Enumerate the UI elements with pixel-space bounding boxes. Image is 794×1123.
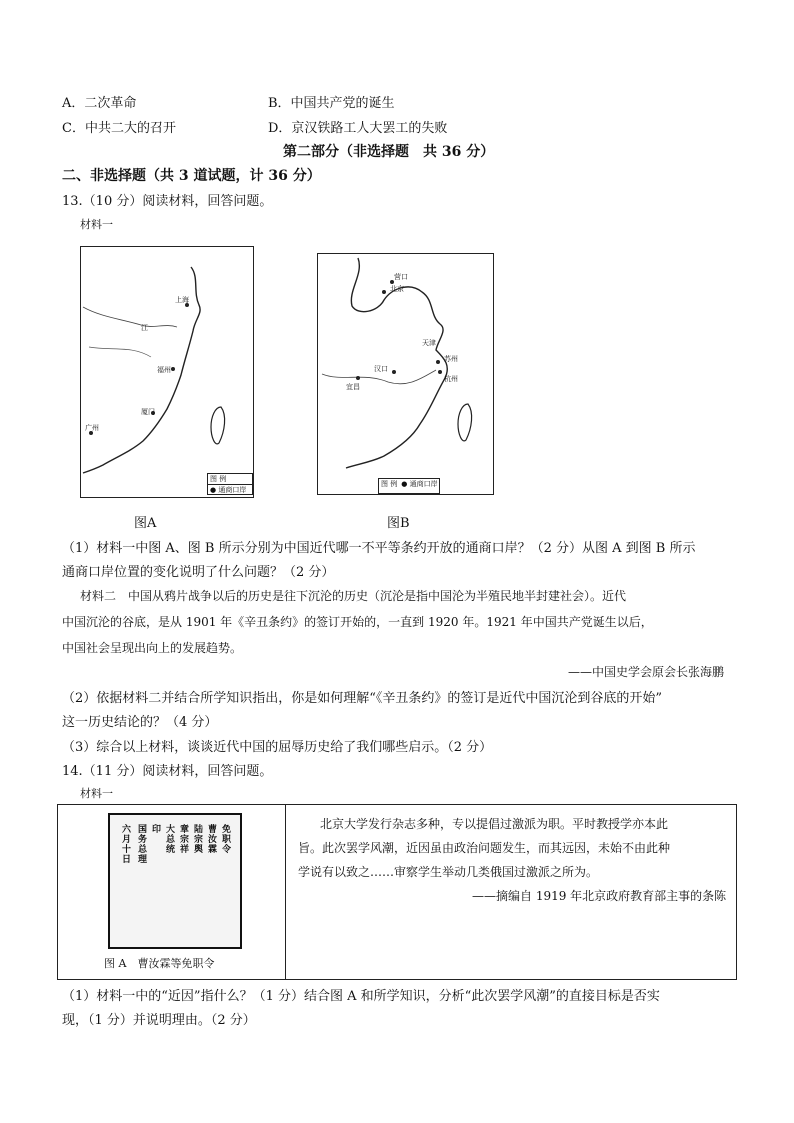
q13-material2-line2: 中国沉沦的谷底，是从 1901 年《辛丑条约》的签订开始的，一直到 1920 年。1921 年中国共产党诞生以后， [62,615,653,629]
q14-sub1-line2: 现，（1 分）并说明理由。（2 分） [62,1013,256,1028]
q14-sub1-line1: （1）材料一中的“近因”指什么？（1 分）结合图 A 和所学知识，分析“此次罢学风潮”的直接目标是否实 [62,989,660,1004]
q13-stem: 13.（10 分）阅读材料，回答问题。 [62,194,273,209]
quote-line2: 旨。此次罢学风潮，近因虽由政治问题发生，而其远因，未始不由此种 [298,841,671,855]
map-b-label-hangzhou: 杭州 [444,375,458,383]
map-b-label-hankou: 汉口 [374,365,388,373]
decree-column: 六月十日 [122,825,132,865]
q13-material2-line3: 中国社会呈现出向上的发展趋势。 [62,641,243,655]
decree-column: 大总统 [166,825,176,855]
quote-line1: 北京大学发行杂志多种，专以提倡过激派为职。平时教授学亦本此 [320,817,669,831]
q13-sub2-line2: 这一历史结论的？（4 分） [62,715,218,730]
map-b-caption: 图B [387,516,410,531]
option-c: C．中共二大的召开 [62,121,176,136]
map-a-label-guangzhou: 广州 [85,424,99,432]
section-heading: 二、非选择题（共 3 道试题，计 36 分） [62,168,321,184]
q14-material1-label: 材料一 [80,787,113,800]
q13-sub3: （3）综合以上材料，谈谈近代中国的屈辱历史给了我们哪些启示。（2 分） [62,740,493,755]
map-a-caption: 图A [134,516,157,531]
decree-column: 免职令 [222,825,232,855]
q13-sub2-line1: （2）依据材料二并结合所学知识指出，你是如何理解“《辛丑条约》的签订是近代中国沉沦到谷底的开始” [62,691,663,706]
option-d: D．京汉铁路工人大罢工的失败 [268,121,448,136]
table-divider [285,805,286,979]
q13-material2-line1: 材料二 中国从鸦片战争以后的历史是往下沉沦的历史（沉沦是指中国沦为半殖民地半封建社会）。近代 [80,589,627,603]
map-a-legend: 图 例 ● 通商口岸 [207,473,253,495]
map-b [317,253,494,495]
map-a-label-xiamen: 厦门 [141,408,155,416]
q14-stem: 14.（11 分）阅读材料，回答问题。 [62,764,273,779]
decree-column: 章宗祥 [180,825,190,855]
map-a [80,246,254,498]
map-a-label-fuzhou: 福州 [157,366,171,374]
map-b-label-yingkou: 营口 [394,273,408,281]
decree-column: 国务总理 [138,825,148,865]
q13-material1-label: 材料一 [80,218,113,231]
q13-material2-source: ——中国史学会原会长张海鹏 [568,665,725,679]
map-a-label-jiang: 江 [141,324,148,332]
map-b-label-tianjin: 天津 [422,339,436,347]
q13-sub1-line2: 通商口岸位置的变化说明了什么问题？（2 分） [62,565,335,580]
decree-column: 印 [152,825,162,835]
map-b-coastline [318,254,493,494]
q14-material1-table [57,804,737,980]
map-b-label-beijing: 北京 [390,285,404,293]
map-b-label-suzhou: 苏州 [444,355,458,363]
option-a: A．二次革命 [62,96,137,111]
quote-source: ——摘编自 1919 年北京政府教育部主事的条陈 [472,889,727,903]
quote-line3: 学说有以致之……审察学生举动几类俄国过激派之所为。 [298,865,599,879]
map-b-label-yichang: 宜昌 [346,383,360,391]
q13-sub1-line1: （1）材料一中图 A、图 B 所示分别为中国近代哪一不平等条约开放的通商口岸？（2 分）从图 A 到图 B 所示 [62,541,696,556]
part2-heading: 第二部分（非选择题 共 36 分） [283,144,495,160]
option-b: B．中国共产党的诞生 [268,96,395,111]
decree-image [108,813,242,949]
decree-caption: 图 A 曹汝霖等免职令 [104,957,215,970]
decree-column: 陆宗舆 [194,825,204,855]
map-b-legend: 图 例 ● 通商口岸 [378,478,440,494]
map-a-label-shanghai: 上海 [175,296,189,304]
decree-column: 曹汝霖 [208,825,218,855]
